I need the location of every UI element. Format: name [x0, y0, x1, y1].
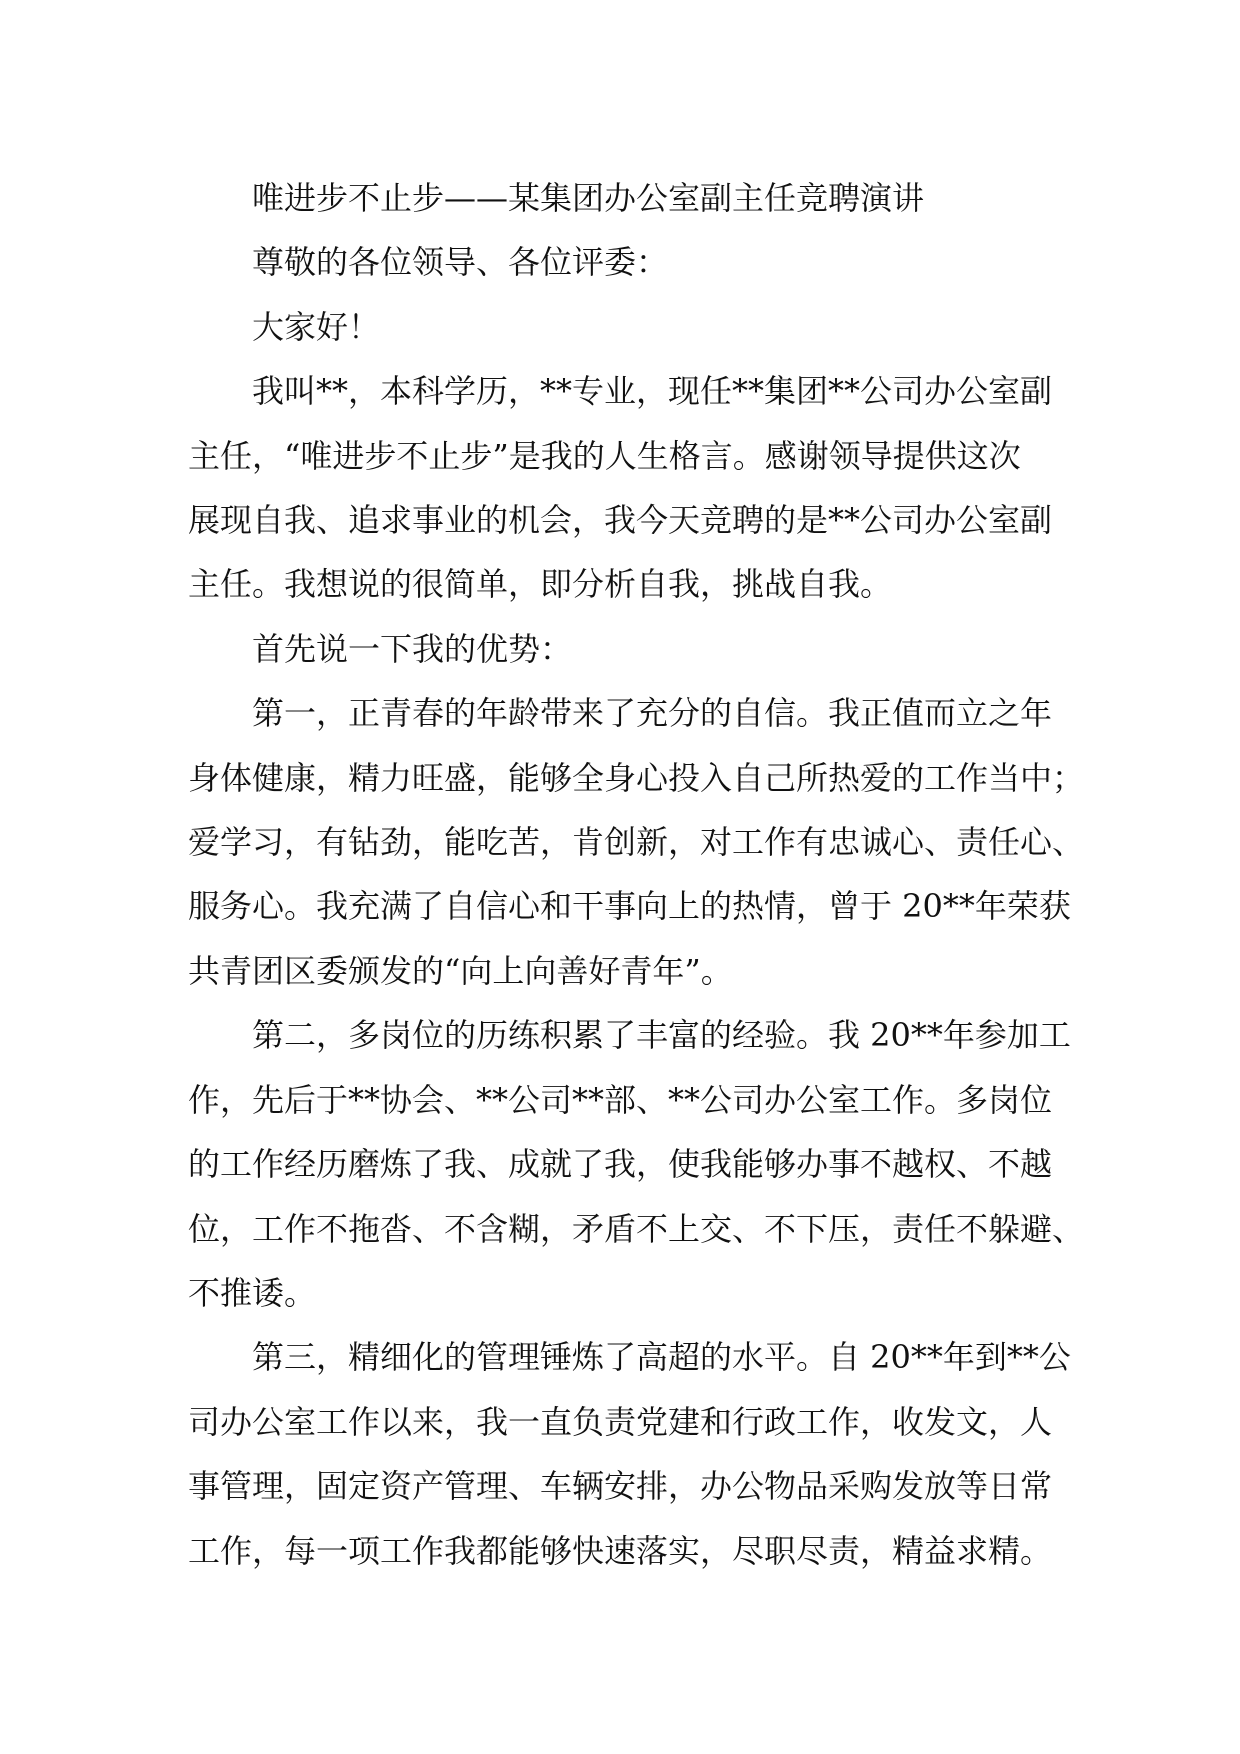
paragraph-first-point: 第一，正青春的年龄带来了充分的自信。我正值而立之年 身体健康，精力旺盛，能够全身心投入自己所热爱的工作当中； 爱学习，有钻劲，能吃苦，肯创新，对工作有忠诚心、责任心、 服务心。我充满了自信心和干事向上的热情，曾于 20**年荣获 共青团区委颁发的“向上向善好青年”。 [188, 694, 1085, 990]
paragraph-third-point: 第三，精细化的管理锤炼了高超的水平。自 20**年到**公 司办公室工作以来，我一直负责党建和行政工作，收发文，人 事管理，固定资产管理、车辆安排，办公物品采购发放等日常 工作，每一项工作我都能够快速落实，尽职尽责，精益求精。 [188, 1338, 1071, 1570]
salutation: 大家好！ [252, 307, 381, 346]
paragraph-second-point: 第二，多岗位的历练积累了丰富的经验。我 20**年参加工 作，先后于**协会、**公司**部、**公司办公室工作。多岗位 的工作经历磨炼了我、成就了我，使我能够办事不越权、不越 位，工作不拖沓、不含糊，矛盾不上交、不下压，责任不躲避、 不推诿。 [188, 1016, 1085, 1312]
paragraph-introduction: 我叫**，本科学历，**专业，现任**集团**公司办公室副 主任，“唯进步不止步”是我的人生格言。感谢领导提供这次 展现自我、追求事业的机会，我今天竞聘的是**公司办公室副 主任。我想说的很简单，即分析自我，挑战自我。 [188, 372, 1053, 604]
document-title: 唯进步不止步——某集团办公室副主任竞聘演讲 [252, 179, 925, 217]
greeting: 尊敬的各位领导、各位评委： [252, 243, 669, 282]
paragraph-advantages-heading: 首先说一下我的优势： [252, 629, 573, 668]
document-body [188, 166, 1088, 1583]
